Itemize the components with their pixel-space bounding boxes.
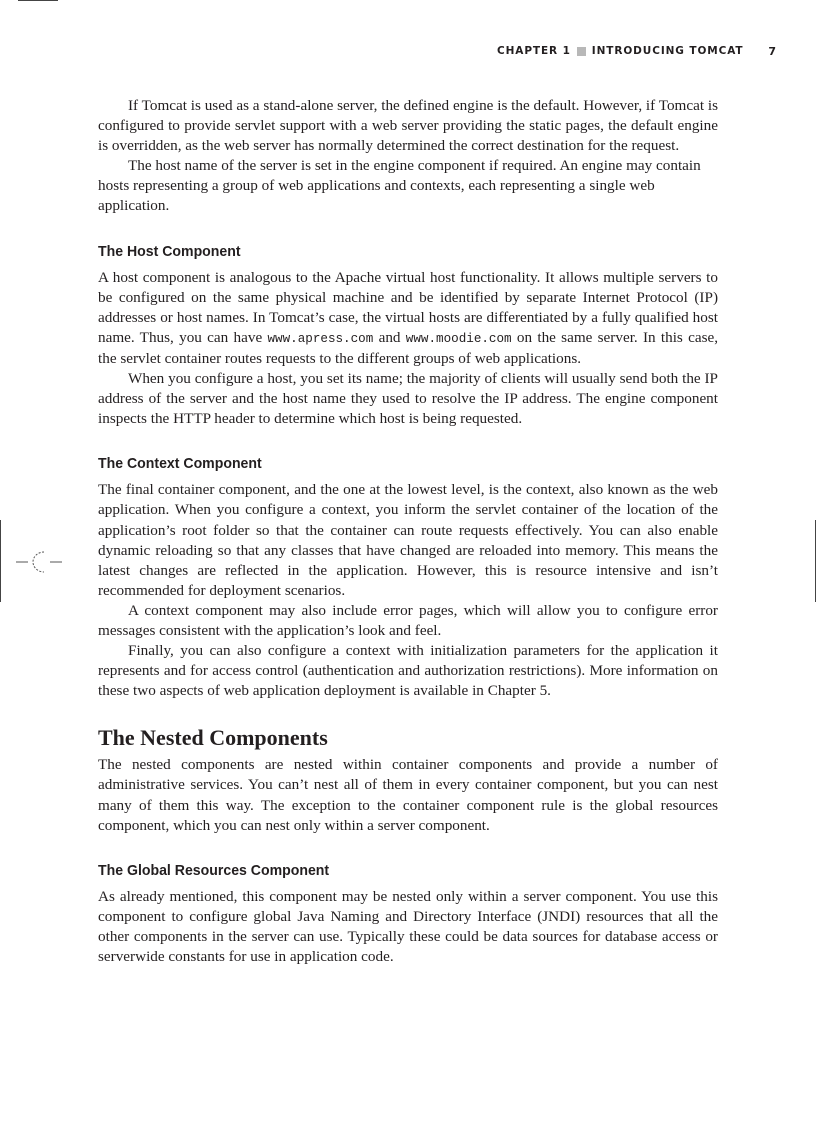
engine-paragraph-1: If Tomcat is used as a stand-alone server, the defined engine is the default. However, if Tomcat is configured to provide servlet support with a web server providing the static pages, the default engine is overridden, as the web server has normally determined the correct destination for the request. <box>98 97 718 155</box>
chapter-label: CHAPTER 1 <box>497 45 571 57</box>
host-text-after: on the same server. In this case, the servlet container routes requests to the different groups of web applications. <box>98 328 719 367</box>
context-paragraph-1: The final container component, and the one at the lowest level, is the context, also known as the web application. When you configure a context, you inform the servlet container of the location of the application’s root folder so that the container can route requests effectively. You can also enable dynamic reloading so that any classes that have changed are reloaded into memory. This means the latest changes are reflected in the application. However, this is resource intensive and isn’t recommended for deployment scenarios. <box>98 481 718 599</box>
host-paragraph-1 <box>98 268 718 369</box>
page-number: 7 <box>768 44 776 58</box>
separator-square-icon <box>577 47 586 56</box>
global-resources-heading: The Global Resources Component <box>98 861 330 879</box>
nested-components-heading: The Nested Components <box>98 725 328 751</box>
nested-components-paragraph: The nested components are nested within container components and provide a number of administrative services. You can’t nest all of them in every container component, but you can nest many of them this way. The exception to the container component rule is the global resources component, which you can nest only within a server component. <box>98 756 718 834</box>
code-moodie-url: www.moodie.com <box>405 331 512 346</box>
context-paragraph-3: Finally, you can also configure a context with initialization parameters for the application it represents and for access control (authentication and authorization restrictions). More information on these two aspects of web application deployment is available in Chapter 5. <box>98 642 718 700</box>
crop-mark-top <box>18 0 58 1</box>
context-paragraph-2: A context component may also include error pages, which will allow you to configure error messages consistent with the application’s look and feel. <box>98 601 718 639</box>
registration-mark-icon <box>16 548 62 576</box>
running-head <box>497 43 776 59</box>
host-text-before: A host component is analogous to the Apache virtual host functionality. It allows multiple servers to be configured on the same physical machine and be identified by separate Internet Protocol (IP) addresses or host names. In Tomcat’s case, the virtual hosts are differentiated by a fully qualified host name. Thus, you can have <box>98 268 718 346</box>
chapter-title: INTRODUCING TOMCAT <box>591 45 744 57</box>
crop-mark-left <box>0 520 1 602</box>
engine-paragraph-2: The host name of the server is set in the engine component if required. An engine may contain hosts representing a group of web applications and contexts, each representing a single web application. <box>98 157 701 215</box>
code-apress-url: www.apress.com <box>267 331 374 346</box>
host-text-middle: and <box>378 328 401 346</box>
global-resources-paragraph: As already mentioned, this component may be nested only within a server component. You use this component to configure global Java Naming and Directory Interface (JNDI) resources that all the other components in the server can use. Typically these could be data sources for database access or serverwide constants for use in application code. <box>98 887 718 965</box>
context-component-heading: The Context Component <box>98 455 262 473</box>
host-paragraph-2: When you configure a host, you set its name; the majority of clients will usually send both the IP address of the server and the host name they used to resolve the IP address. The engine component inspects the HTTP header to determine which host is being requested. <box>98 370 718 428</box>
page-body <box>98 96 718 967</box>
host-component-heading: The Host Component <box>98 242 241 260</box>
